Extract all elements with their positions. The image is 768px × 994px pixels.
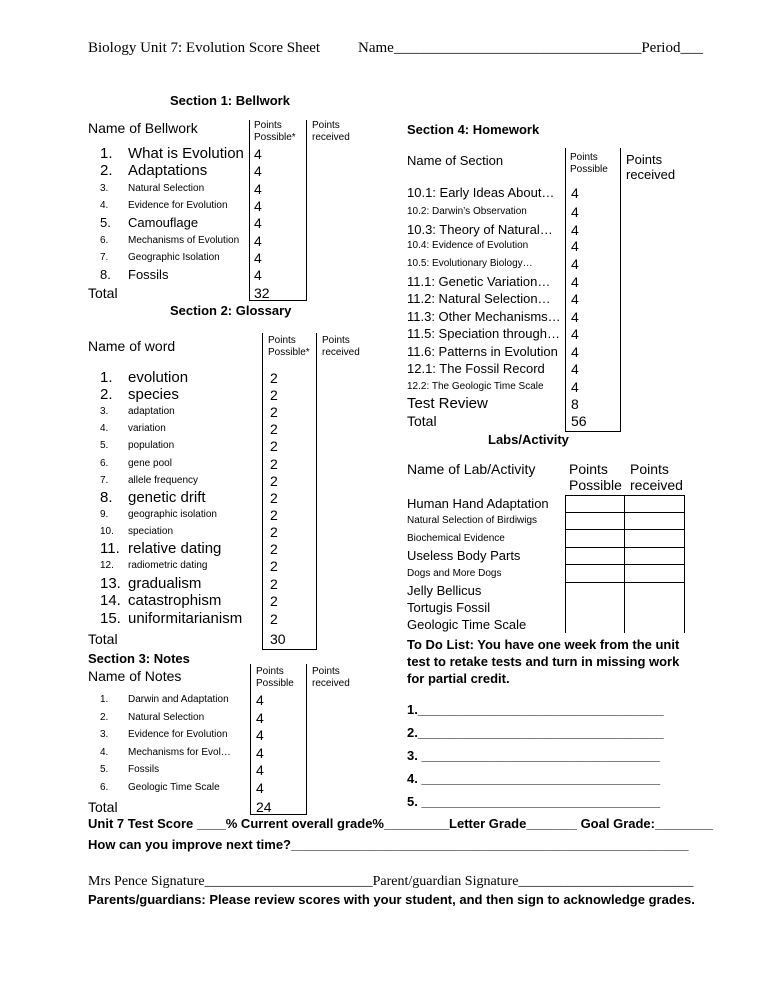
item-points: 2	[270, 558, 278, 574]
item-points: 4	[254, 215, 262, 231]
item-label: gradualism	[128, 575, 202, 592]
list-item	[100, 780, 220, 796]
item-points: 2	[270, 473, 278, 489]
item-number: 4.	[100, 200, 109, 211]
item-label: adaptation	[128, 406, 175, 417]
section4-total-points: 56	[571, 413, 587, 429]
list-item	[100, 370, 188, 386]
item-points: 4	[256, 727, 264, 743]
item-label: Mechanisms for Evol…	[128, 747, 231, 758]
signatures-line[interactable]: Mrs Pence Signature________________________Parent/guardian Signature_________________________	[88, 874, 694, 889]
lab-row-divider	[565, 547, 685, 548]
item-number: 4.	[100, 747, 109, 758]
section2-col-possible: Points Possible*	[268, 335, 310, 358]
lab-row-divider	[565, 512, 685, 513]
item-number: 2.	[100, 162, 113, 179]
list-item	[100, 473, 198, 489]
item-points: 4	[256, 762, 264, 778]
item-label: Darwin and Adaptation	[128, 694, 229, 705]
item-label: Fossils	[128, 267, 169, 282]
list-item: Test Review	[407, 395, 488, 412]
item-points: 2	[270, 541, 278, 557]
item-label: population	[128, 440, 175, 451]
item-points: 2	[270, 438, 278, 454]
grades-line[interactable]: Unit 7 Test Score ____% Current overall grade%_________Letter Grade_______ Goal Grade:________	[88, 816, 713, 831]
item-label: Evidence for Evolution	[128, 200, 228, 211]
section3-total-points: 24	[256, 799, 272, 815]
item-points: 2	[270, 421, 278, 437]
list-item	[100, 421, 166, 437]
item-number: 2.	[100, 712, 109, 723]
page-title: Biology Unit 7: Evolution Score Sheet	[88, 40, 321, 56]
todo-line-5[interactable]: 5. _________________________________	[407, 794, 661, 809]
item-number: 11.	[100, 540, 120, 557]
list-item	[100, 762, 159, 778]
list-item	[100, 146, 244, 162]
item-points: 2	[270, 507, 278, 523]
item-points: 4	[254, 233, 262, 249]
item-points: 2	[270, 456, 278, 472]
item-points: 4	[571, 256, 579, 272]
list-item	[100, 163, 207, 179]
list-item	[100, 710, 204, 726]
item-number: 4.	[100, 423, 109, 434]
list-item	[100, 611, 242, 627]
list-item	[100, 387, 179, 403]
list-item: 11.2: Natural Selection…	[407, 291, 551, 306]
item-label: uniformitarianism	[128, 610, 243, 627]
list-item: 10.5: Evolutionary Biology…	[407, 258, 533, 269]
item-label: geographic isolation	[128, 509, 217, 520]
improve-line[interactable]: How can you improve next time?_______________________________________________________	[88, 837, 689, 852]
list-item: Biochemical Evidence	[407, 533, 505, 544]
item-label: Geologic Time Scale	[128, 782, 220, 793]
section3-total-label: Total	[88, 799, 118, 815]
list-item	[100, 727, 228, 743]
section1-col-name: Name of Bellwork	[88, 120, 198, 136]
item-number: 13.	[100, 575, 121, 592]
list-item: 12.1: The Fossil Record	[407, 361, 545, 376]
section3-col-name: Name of Notes	[88, 668, 182, 684]
lab-row-divider	[565, 529, 685, 530]
list-item	[100, 404, 175, 420]
item-points: 2	[270, 576, 278, 592]
section4-title: Section 4: Homework	[407, 122, 540, 137]
labs-col-received: Points received	[630, 461, 683, 493]
item-label: Natural Selection	[128, 712, 205, 723]
list-item	[100, 456, 172, 472]
section1-col-possible: Points Possible*	[254, 120, 296, 143]
list-item: 11.6: Patterns in Evolution	[407, 344, 558, 359]
item-number: 6.	[100, 782, 109, 793]
section2-total-label: Total	[88, 631, 118, 647]
section1-total-label: Total	[88, 285, 118, 301]
section1-col-received: Points received	[312, 120, 350, 143]
list-item: Tortugis Fossil	[407, 600, 491, 615]
labs-col-name: Name of Lab/Activity	[407, 461, 536, 477]
item-label: relative dating	[128, 540, 222, 557]
item-number: 8.	[100, 267, 111, 282]
item-number: 5.	[100, 215, 111, 230]
list-item: 10.3: Theory of Natural…	[407, 222, 553, 237]
item-label: Evidence for Evolution	[128, 729, 228, 740]
item-number: 6.	[100, 458, 109, 469]
item-label: Geographic Isolation	[128, 252, 220, 263]
item-points: 4	[256, 710, 264, 726]
section1-total-points: 32	[254, 285, 270, 301]
item-number: 1.	[100, 369, 113, 386]
item-points: 4	[571, 204, 579, 220]
list-item	[100, 215, 198, 231]
list-item: Human Hand Adaptation	[407, 496, 549, 511]
item-label: evolution	[128, 369, 189, 386]
list-item	[100, 233, 239, 249]
item-number: 3.	[100, 183, 109, 194]
item-points: 4	[571, 344, 579, 360]
item-label: species	[128, 386, 179, 403]
list-item	[100, 198, 228, 214]
list-item: Useless Body Parts	[407, 548, 521, 563]
item-label: gene pool	[128, 458, 172, 469]
section2-col-name: Name of word	[88, 338, 176, 354]
item-number: 7.	[100, 475, 109, 486]
item-label: What is Evolution	[128, 145, 244, 162]
list-item	[100, 250, 220, 266]
item-points: 2	[270, 387, 278, 403]
item-number: 5.	[100, 440, 109, 451]
list-item	[100, 524, 173, 540]
section2-col-received: Points received	[322, 335, 360, 358]
item-points: 2	[270, 593, 278, 609]
item-number: 3.	[100, 406, 109, 417]
item-number: 10.	[100, 526, 114, 537]
list-item: 11.1: Genetic Variation…	[407, 274, 551, 289]
item-points: 2	[270, 490, 278, 506]
list-item	[100, 541, 221, 557]
list-item: Geologic Time Scale	[407, 617, 527, 632]
labs-col-possible: Points Possible	[569, 461, 622, 493]
item-points: 4	[254, 250, 262, 266]
todo-line-1[interactable]: 1.__________________________________	[407, 702, 664, 717]
list-item: 10.4: Evidence of Evolution	[407, 240, 529, 251]
parents-note: Parents/guardians: Please review scores with your student, and then sign to acknowledge grades.	[88, 892, 695, 907]
list-item	[100, 745, 231, 761]
lab-row-divider	[565, 582, 685, 583]
section4-total-label: Total	[407, 413, 437, 429]
list-item: 10.2: Darwin’s Observation	[407, 206, 527, 217]
item-label: Camouflage	[128, 215, 199, 230]
item-points: 4	[254, 181, 262, 197]
section3-title: Section 3: Notes	[88, 651, 190, 666]
item-points: 4	[256, 745, 264, 761]
item-points: 2	[270, 611, 278, 627]
list-item	[100, 267, 168, 283]
item-label: Adaptations	[128, 162, 208, 179]
list-item	[100, 181, 204, 197]
item-points: 4	[571, 274, 579, 290]
item-points: 4	[254, 267, 262, 283]
section4-col-received: Points received	[626, 152, 676, 182]
list-item: 10.1: Early Ideas About…	[407, 185, 555, 200]
item-number: 7.	[100, 252, 109, 263]
todo-line-4[interactable]: 4. _________________________________	[407, 771, 661, 786]
item-points: 4	[256, 692, 264, 708]
section4-col-name: Name of Section	[407, 153, 504, 168]
list-item: Dogs and More Dogs	[407, 568, 502, 579]
list-item: Jelly Bellicus	[407, 583, 482, 598]
item-label: catastrophism	[128, 592, 222, 609]
item-label: variation	[128, 423, 166, 434]
item-points: 4	[571, 185, 579, 201]
item-points: 4	[571, 222, 579, 238]
list-item	[100, 558, 207, 574]
list-item: 12.2: The Geologic Time Scale	[407, 381, 544, 392]
item-label: genetic drift	[128, 489, 206, 506]
item-number: 6.	[100, 235, 109, 246]
item-number: 2.	[100, 386, 113, 403]
list-item	[100, 507, 217, 523]
item-points: 2	[270, 404, 278, 420]
list-item	[100, 576, 201, 592]
item-points: 4	[571, 379, 579, 395]
section2-total-points: 30	[270, 631, 286, 647]
item-label: allele frequency	[128, 475, 199, 486]
list-item: 11.3: Other Mechanisms…	[407, 309, 561, 324]
item-number: 1.	[100, 145, 113, 162]
item-number: 14.	[100, 592, 121, 609]
item-number: 12.	[100, 560, 114, 571]
section1-title: Section 1: Bellwork	[170, 93, 290, 108]
list-item	[100, 692, 229, 708]
item-label: speciation	[128, 526, 174, 537]
item-points: 4	[254, 163, 262, 179]
todo-text: To Do List: You have one week from the unit test to retake tests and turn in missing work for partial credit.	[407, 637, 680, 686]
item-points: 4	[571, 238, 579, 254]
item-points: 4	[571, 361, 579, 377]
item-label: Fossils	[128, 764, 160, 775]
labs-title: Labs/Activity	[488, 432, 569, 447]
section3-col-received: Points received	[312, 666, 350, 689]
item-points: 4	[571, 309, 579, 325]
list-item	[100, 438, 174, 454]
item-points: 8	[571, 396, 579, 412]
item-number: 8.	[100, 489, 113, 506]
item-points: 4	[571, 291, 579, 307]
section3-col-possible: Points Possible	[256, 666, 294, 689]
list-item: Natural Selection of Birdiwigs	[407, 515, 538, 526]
lab-row-divider	[565, 564, 685, 565]
list-item	[100, 490, 206, 506]
item-number: 9.	[100, 509, 109, 520]
item-label: Natural Selection	[128, 183, 205, 194]
item-number: 15.	[100, 610, 121, 627]
item-points: 4	[254, 146, 262, 162]
item-points: 2	[270, 370, 278, 386]
item-number: 3.	[100, 729, 109, 740]
todo-line-3[interactable]: 3. _________________________________	[407, 748, 661, 763]
item-points: 4	[256, 780, 264, 796]
item-number: 5.	[100, 764, 109, 775]
item-label: radiometric dating	[128, 560, 208, 571]
list-item	[100, 593, 221, 609]
todo-line-2[interactable]: 2.__________________________________	[407, 725, 664, 740]
item-points: 4	[254, 198, 262, 214]
section2-title: Section 2: Glossary	[170, 303, 292, 318]
item-number: 1.	[100, 694, 109, 705]
list-item: 11.5: Speciation through…	[407, 326, 560, 341]
name-period-field[interactable]: Name_________________________________Period___	[358, 40, 703, 56]
item-points: 2	[270, 524, 278, 540]
item-points: 4	[571, 326, 579, 342]
item-label: Mechanisms of Evolution	[128, 235, 240, 246]
section4-col-possible: Points Possible	[570, 152, 608, 175]
